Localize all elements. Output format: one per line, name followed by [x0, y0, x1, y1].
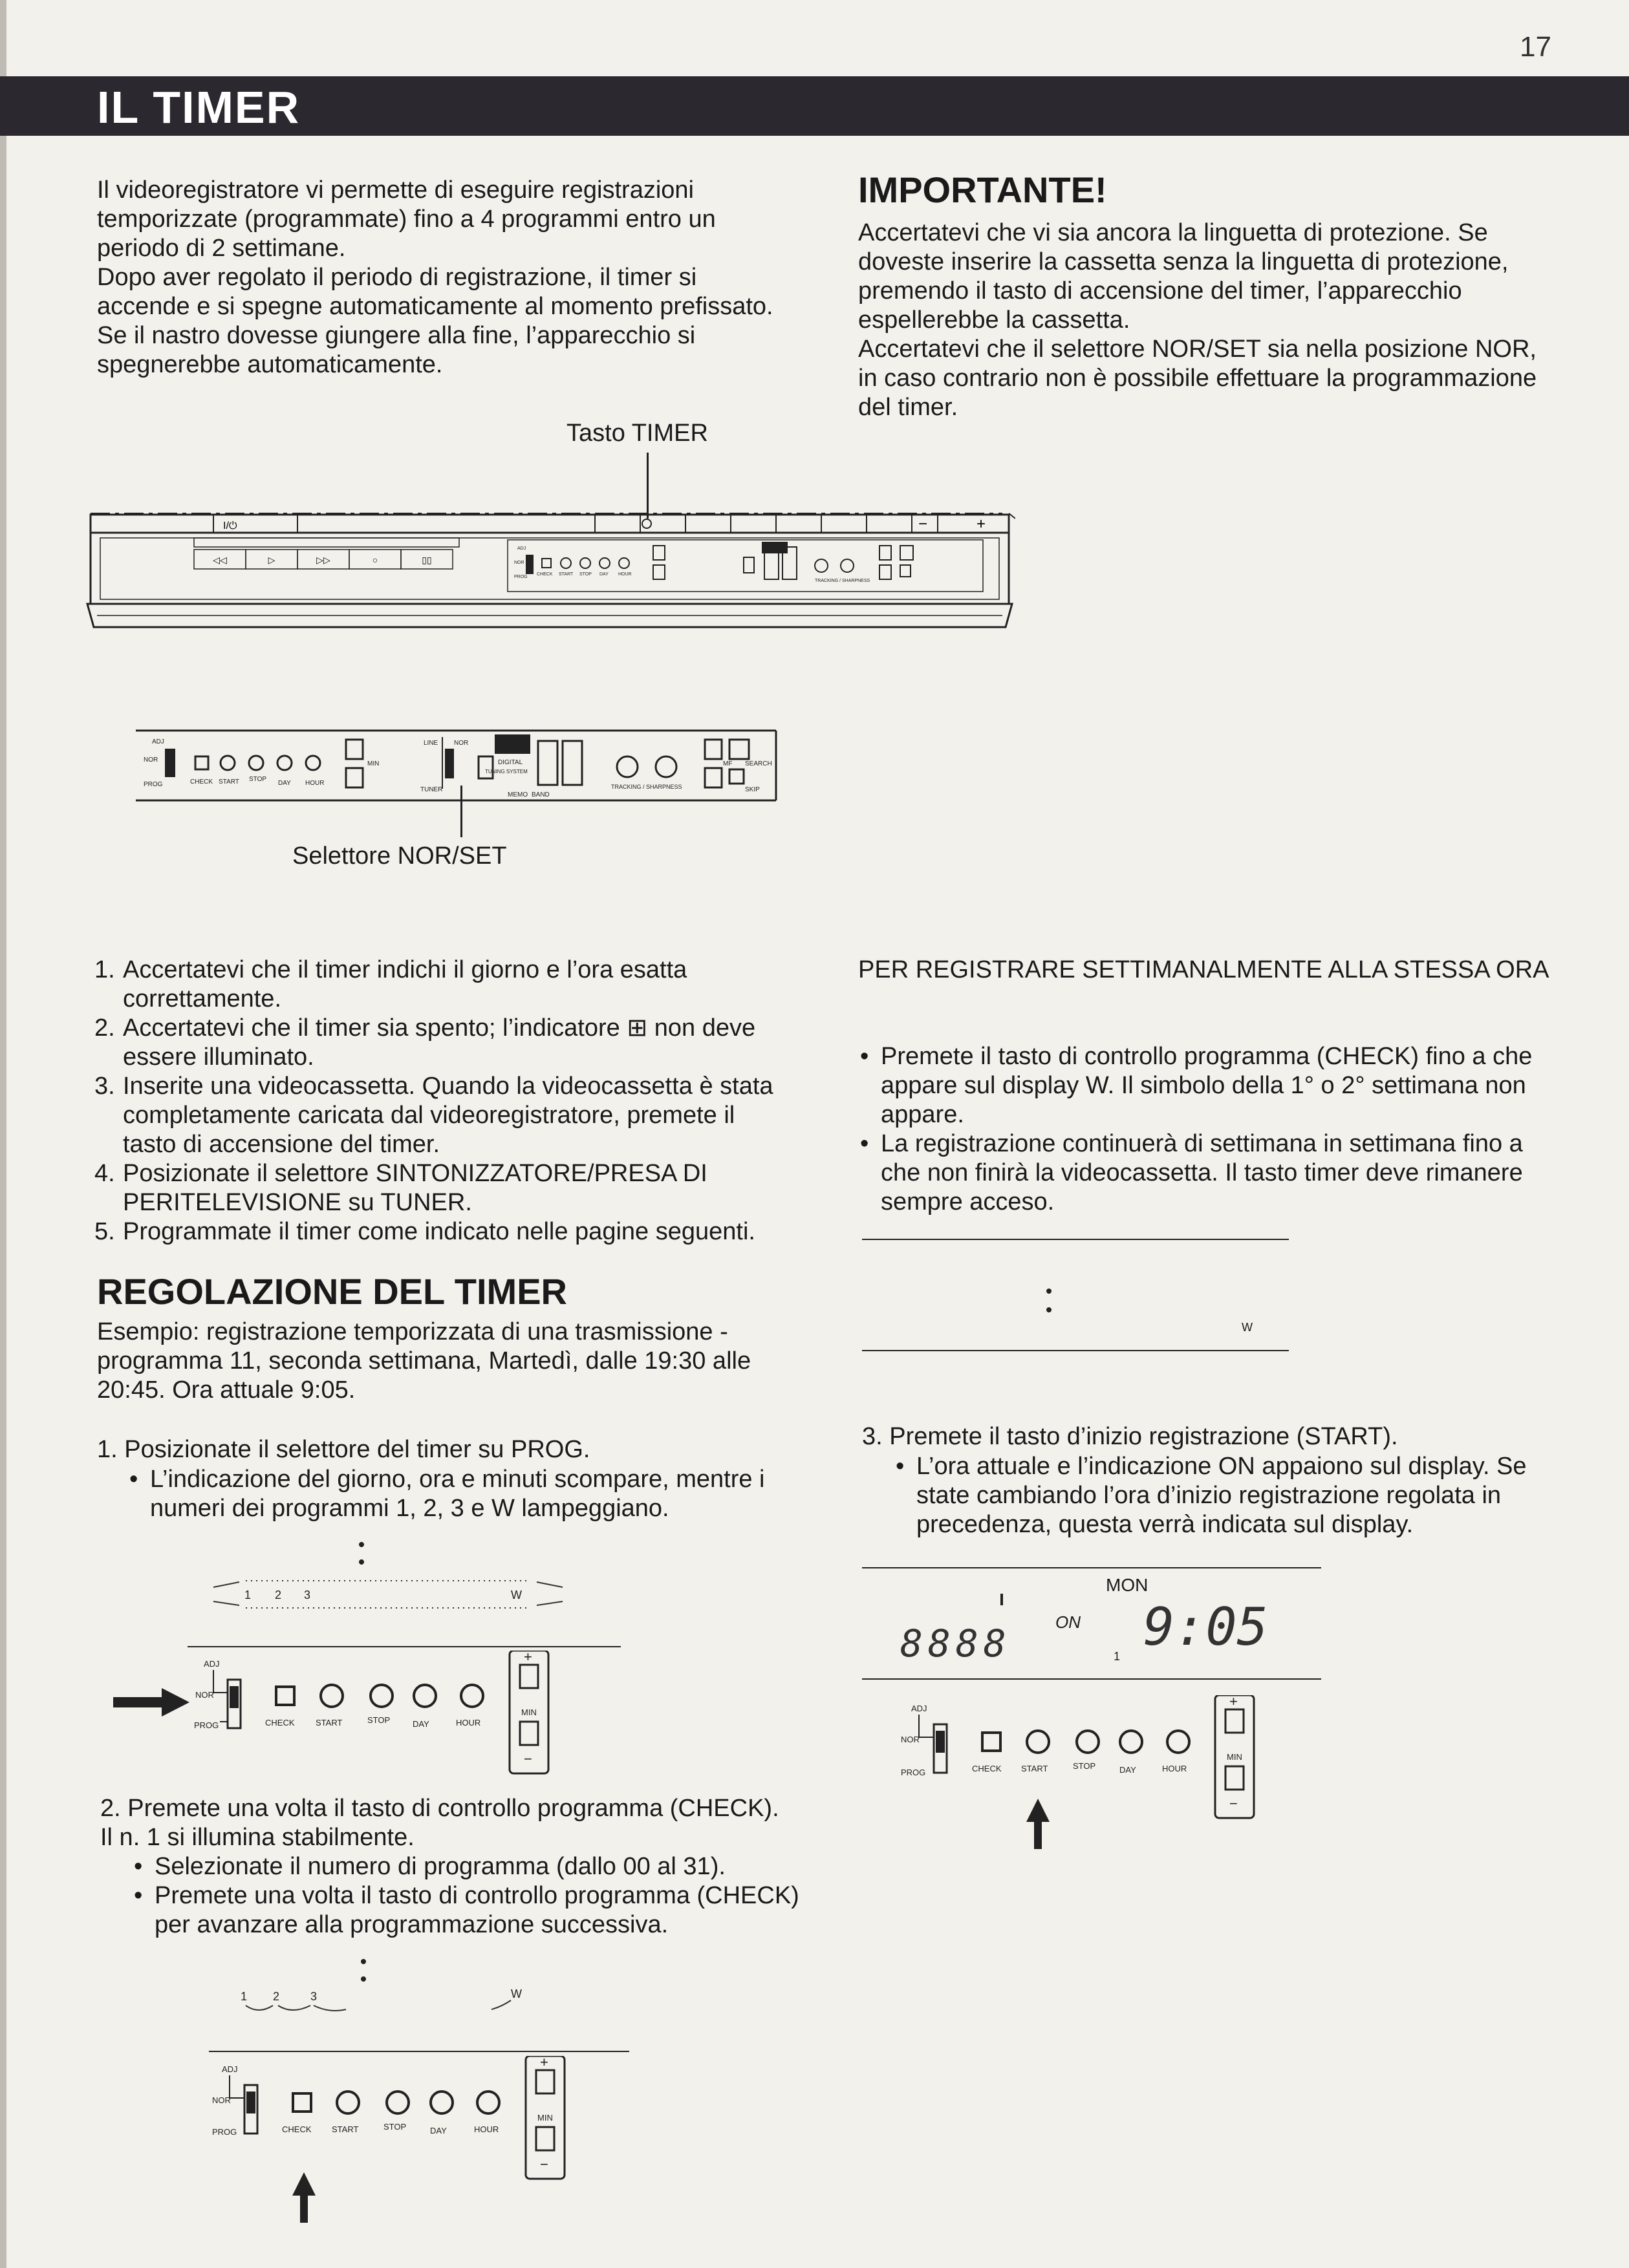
- mini-start: START: [559, 572, 574, 577]
- mini-stop: STOP: [579, 572, 592, 577]
- week-w-indicator: W: [1242, 1321, 1253, 1334]
- dot: [1046, 1307, 1052, 1312]
- panel1-prog: PROG: [194, 1720, 219, 1730]
- bullet-item: • La registrazione continuerà di settimana in settimana fino a che non finirà la videocassetta. Il tasto timer deve rimanere sempre acceso.: [860, 1129, 1552, 1217]
- dot: [359, 1542, 364, 1547]
- selettore-label: Selettore NOR/SET: [292, 842, 507, 870]
- panel3-start: START: [1021, 1764, 1048, 1773]
- display-day: MON: [1106, 1575, 1149, 1595]
- panel1-stop: STOP: [367, 1715, 391, 1725]
- display-rule: [862, 1567, 1321, 1568]
- panel1-start: START: [316, 1718, 343, 1728]
- panel2-plus: +: [540, 2056, 548, 2070]
- display-one: 1: [1114, 1650, 1121, 1663]
- steps-list: [94, 956, 793, 1246]
- detail-skip-label: SKIP: [745, 786, 760, 793]
- panel3-stop: STOP: [1073, 1761, 1096, 1771]
- dot: [1046, 1289, 1052, 1294]
- panel1-check: CHECK: [265, 1718, 295, 1728]
- panel2-stop: STOP: [383, 2122, 407, 2132]
- panel1-plus: +: [524, 1651, 532, 1665]
- arrow-up-icon: [291, 2172, 317, 2224]
- panel3-check: CHECK: [972, 1764, 1002, 1773]
- display-step2: [233, 1984, 530, 2022]
- page-title: IL TIMER: [97, 82, 301, 133]
- settimanale-bullets: [860, 1042, 1552, 1217]
- detail-band-label: BAND: [532, 791, 550, 798]
- regolazione-example: Esempio: registrazione temporizzata di una trasmissione - programma 11, seconda settimana, Martedì, dalle 19:30 alle 20:45. Ora attuale 9:05.: [97, 1318, 751, 1404]
- panel3-minus: −: [1229, 1795, 1238, 1812]
- mini-adj: ADJ: [517, 546, 526, 551]
- dot: [361, 1976, 366, 1982]
- intro-paragraph: Se il nastro dovesse giungere alla fine, l’apparecchio si spegnerebbe automaticamente.: [97, 322, 696, 378]
- panel3-nor: NOR: [901, 1735, 920, 1744]
- important-title: IMPORTANTE!: [858, 169, 1107, 210]
- detail-mf-label: MF: [723, 760, 733, 767]
- timer-control-panel-3: [897, 1695, 1259, 1824]
- step1-bullets: [129, 1465, 795, 1523]
- bullet-item: • Premete il tasto di controllo programma (CHECK) fino a che appare sul display W. Il simbolo della 1° o 2° settimana non appare.: [860, 1042, 1552, 1129]
- detail-nor-label: NOR: [144, 756, 158, 764]
- important-paragraph: Accertatevi che il selettore NOR/SET sia nella posizione NOR, in caso contrario non è possibile effettuare la programmazione del timer.: [858, 336, 1537, 421]
- panel3-plus: +: [1229, 1695, 1238, 1709]
- display-rule: [862, 1678, 1321, 1680]
- panel3-min: MIN: [1227, 1752, 1242, 1762]
- mini-nor: NOR: [514, 561, 524, 565]
- step-item: 2. Accertatevi che il timer sia spento; l’indicatore ⊞ non deve essere illuminato.: [94, 1014, 756, 1071]
- detail-min-label: MIN: [367, 760, 380, 767]
- panel2-nor: NOR: [212, 2095, 231, 2105]
- bullet-item: • Premete una volta il tasto di controllo programma (CHECK) per avanzare alla programmazione successiva.: [134, 1881, 800, 1940]
- panel1-hour: HOUR: [456, 1718, 481, 1728]
- detail-start-label: START: [219, 778, 239, 786]
- panel1-nor: NOR: [195, 1690, 214, 1700]
- detail-day-label: DAY: [278, 780, 291, 787]
- display-program: 8888: [900, 1621, 1011, 1665]
- display-rule: [209, 2051, 629, 2052]
- detail-tuning-label: TUNING SYSTEM: [485, 769, 528, 775]
- panel1-minus: −: [524, 1751, 532, 1767]
- regolazione-title: REGOLAZIONE DEL TIMER: [97, 1271, 567, 1312]
- detail-hour-label: HOUR: [305, 780, 325, 787]
- panel2-hour: HOUR: [474, 2124, 499, 2134]
- display-marker: [1000, 1594, 1003, 1605]
- mini-hour: HOUR: [618, 572, 632, 577]
- regolazione-step1: 1. Posizionate il selettore del timer su PROG.: [97, 1436, 590, 1463]
- svg-text:▯▯: ▯▯: [422, 555, 432, 565]
- intro-paragraph: Il videoregistratore vi permette di eseguire registrazioni temporizzate (programmate) fino a 4 programmi entro un periodo di 2 settimane.: [97, 177, 716, 262]
- bullet-item: • Selezionate il numero di programma (dallo 00 al 31).: [134, 1852, 800, 1881]
- svg-text:○: ○: [372, 555, 378, 565]
- panel1-day: DAY: [413, 1719, 429, 1729]
- mini-tracking: TRACKING / SHARPNESS: [815, 579, 870, 583]
- plus-label: +: [976, 515, 986, 533]
- regolazione-step2: 2. Premete una volta il tasto di controllo programma (CHECK). Il n. 1 si illumina stabilmente.: [100, 1795, 779, 1851]
- display2-prog-w: W: [511, 1987, 522, 2000]
- panel1-min: MIN: [521, 1707, 537, 1717]
- panel2-start: START: [332, 2124, 359, 2134]
- display-rule: [862, 1239, 1289, 1240]
- step-item: 1. Accertatevi che il timer indichi il giorno e l’ora esatta correttamente.: [94, 956, 687, 1012]
- panel2-check: CHECK: [282, 2124, 312, 2134]
- bullet-item: • L’ora attuale e l’indicazione ON appaiono sul display. Se state cambiando l’ora d’inizio registrazione regolata in precedenza, questa verrà indicata sul display.: [896, 1452, 1555, 1539]
- detail-nor2-label: NOR: [454, 740, 469, 747]
- mini-day: DAY: [599, 572, 609, 577]
- important-paragraph: Accertatevi che vi sia ancora la linguetta di protezione. Se doveste inserire la cassetta senza la linguetta di protezione, premendo il tasto di accensione del timer, l’apparecchio espellerebbe la cassetta.: [858, 219, 1509, 334]
- step2-bullets: [134, 1852, 800, 1940]
- display2-prog-1: 1: [241, 1990, 248, 2003]
- step-item: 3. Inserite una videocassetta. Quando la videocassetta è stata completamente caricata dal videoregistratore, premete il tasto di accensione del timer.: [94, 1073, 773, 1158]
- intro-text: [97, 176, 789, 380]
- mini-prog: PROG: [514, 575, 528, 579]
- display-prog-1: 1: [244, 1589, 252, 1601]
- display-prog-3: 3: [304, 1589, 311, 1601]
- step-item: 4. Posizionate il selettore SINTONIZZATORE/PRESA DI PERITELEVISIONE su TUNER.: [94, 1160, 707, 1216]
- page-number: 17: [1520, 31, 1551, 63]
- panel3-prog: PROG: [901, 1768, 926, 1777]
- svg-text:▷▷: ▷▷: [316, 555, 330, 565]
- detail-line-label: LINE: [424, 740, 438, 747]
- panel2-prog: PROG: [212, 2127, 237, 2137]
- panel2-day: DAY: [430, 2126, 447, 2135]
- minus-label: −: [918, 515, 928, 533]
- detail-digital-label: DIGITAL: [498, 759, 523, 766]
- timer-control-panel-1: [194, 1651, 556, 1780]
- dot: [359, 1559, 364, 1565]
- display-on: ON: [1055, 1612, 1081, 1632]
- selettore-pointer: [460, 786, 462, 837]
- settimanale-title: PER REGISTRARE SETTIMANALMENTE ALLA STESSA ORA: [858, 956, 1549, 983]
- display2-prog-3: 3: [310, 1990, 318, 2003]
- intro-paragraph: Dopo aver regolato il periodo di registrazione, il timer si accende e si spegne automaticamente al momento prefissato.: [97, 264, 773, 320]
- detail-tuner-label: TUNER: [420, 786, 443, 793]
- display-time: 9:05: [1143, 1597, 1268, 1657]
- tasto-timer-label: Tasto TIMER: [566, 420, 708, 447]
- panel3-day: DAY: [1119, 1765, 1136, 1775]
- step-item: 5. Programmate il timer come indicato nelle pagine seguenti.: [94, 1218, 755, 1245]
- timer-panel-detail: [136, 724, 782, 808]
- panel2-adj: ADJ: [222, 2064, 238, 2074]
- step3-text: 3. Premete il tasto d’inizio registrazione (START).: [862, 1423, 1398, 1450]
- important-text: [858, 219, 1550, 422]
- bullet-item: • L’indicazione del giorno, ora e minuti scompare, mentre i numeri dei programmi 1, 2, 3 e W lampeggiano.: [129, 1465, 795, 1523]
- display2-prog-2: 2: [273, 1990, 280, 2003]
- step3-bullets: [896, 1452, 1555, 1539]
- detail-stop-label: STOP: [249, 776, 267, 783]
- power-label: I/⏻: [223, 520, 237, 531]
- detail-prog-label: PROG: [144, 781, 163, 788]
- vcr-front-panel: [84, 504, 1015, 647]
- display-prog-2: 2: [275, 1589, 282, 1601]
- svg-text:◁◁: ◁◁: [213, 555, 227, 565]
- svg-text:▷: ▷: [268, 555, 275, 565]
- panel1-adj: ADJ: [204, 1659, 220, 1669]
- detail-memo-label: MEMO: [508, 791, 528, 798]
- page-edge: [0, 0, 6, 2268]
- detail-tracking-label: TRACKING / SHARPNESS: [611, 784, 682, 790]
- panel3-adj: ADJ: [911, 1704, 927, 1713]
- panel2-min: MIN: [537, 2113, 553, 2123]
- arrow-up-icon: [1025, 1799, 1051, 1850]
- display-rule: [862, 1350, 1289, 1351]
- display-rule: [188, 1646, 621, 1647]
- dot: [361, 1959, 366, 1964]
- panel2-minus: −: [540, 2156, 548, 2172]
- detail-search-label: SEARCH: [745, 760, 772, 767]
- display-flashing: [207, 1568, 569, 1626]
- arrow-right-icon: [113, 1686, 191, 1718]
- mini-check: CHECK: [537, 572, 553, 577]
- panel3-hour: HOUR: [1162, 1764, 1187, 1773]
- display-prog-w: W: [511, 1589, 522, 1601]
- timer-control-panel-2: [209, 2056, 571, 2185]
- detail-check-label: CHECK: [190, 778, 213, 786]
- detail-adj-label: ADJ: [152, 738, 164, 745]
